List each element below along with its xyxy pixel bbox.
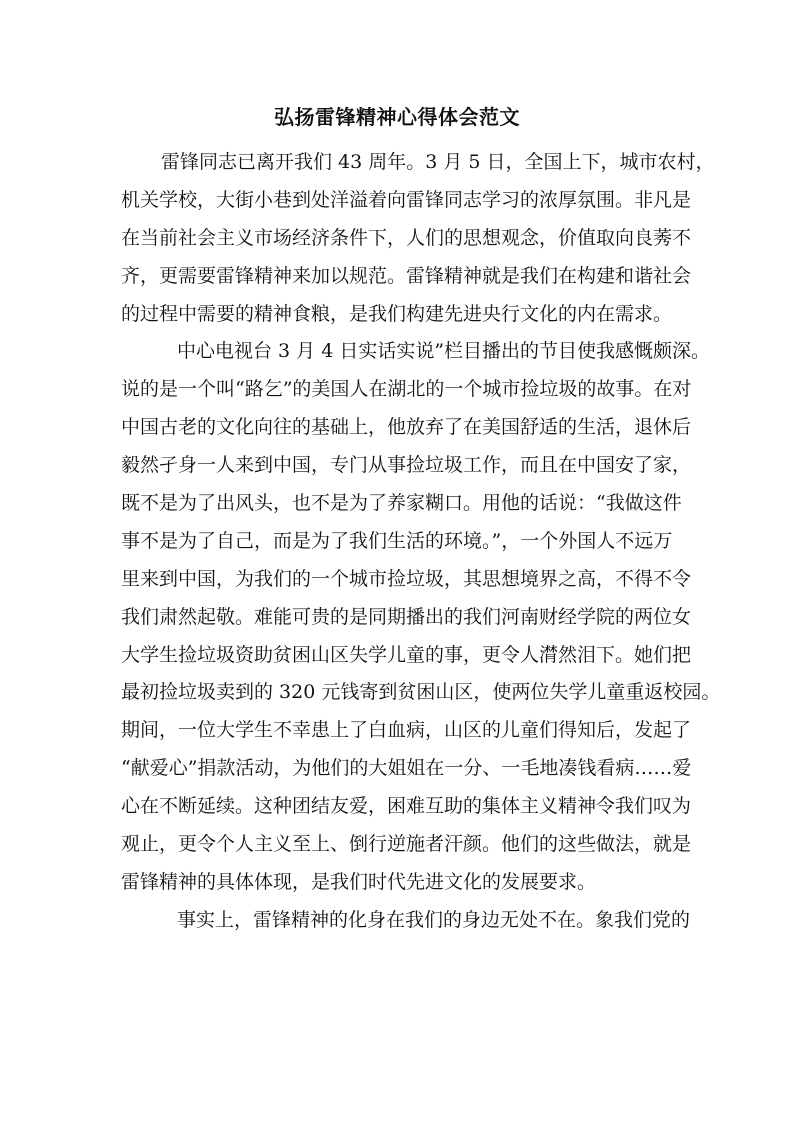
paragraph-2-line-14: 观止，更令个人主义至上、倒行逆施者汗颜。他们的这些做法，就是 [121,833,692,856]
paragraph-3-line-1: 事实上，雷锋精神的化身在我们的身边无处不在。象我们党的 [177,908,691,931]
paragraph-2-line-11: 期间，一位大学生不幸患上了白血病，山区的儿童们得知后，发起了 [121,719,692,742]
paragraph-2-line-6: 事不是为了自己，而是为了我们生活的环境。”，一个外国人不远万 [121,529,673,552]
paragraph-2-line-8: 我们肃然起敬。难能可贵的是同期播出的我们河南财经学院的两位女 [121,605,692,628]
paragraph-2-line-1: 中心电视台 3 月 4 日实话实说”栏目播出的节目使我感慨颇深。 [177,340,711,363]
paragraph-2-line-2: 说的是一个叫“路乞”的美国人在湖北的一个城市捡垃圾的故事。在对 [121,378,692,401]
paragraph-2-line-9: 大学生捡垃圾资助贫困山区失学儿童的事，更令人潸然泪下。她们把 [121,643,692,666]
paragraph-1-line-5: 的过程中需要的精神食粮，是我们构建先进央行文化的内在需求。 [121,302,673,325]
paragraph-2-line-4: 毅然孑身一人来到中国，专门从事捡垃圾工作，而且在中国安了家， [121,454,692,477]
document-title: 弘扬雷锋精神心得体会范文 [274,105,520,129]
paragraph-1-line-1: 雷锋同志已离开我们 43 周年。3 月 5 日，全国上下，城市农村， [161,151,715,173]
paragraph-2-line-15: 雷锋精神的具体体现，是我们时代先进文化的发展要求。 [121,870,597,893]
paragraph-1-line-3: 在当前社会主义市场经济条件下，人们的思想观念，价值取向良莠不 [121,226,692,249]
paragraph-1-line-4: 齐，更需要雷锋精神来加以规范。雷锋精神就是我们在构建和谐社会 [121,264,692,287]
document-body [121,144,721,940]
paragraph-2-line-7: 里来到中国，为我们的一个城市捡垃圾，其思想境界之高，不得不令 [121,567,692,590]
paragraph-2-line-13: 心在不断延续。这种团结友爱，困难互助的集体主义精神令我们叹为 [121,795,692,818]
paragraph-1-line-2: 机关学校，大街小巷到处洋溢着向雷锋同志学习的浓厚氛围。非凡是 [121,188,692,211]
paragraph-2-line-12: “献爱心”捐款活动，为他们的大姐姐在一分、一毛地凑钱看病……爱 [121,757,692,780]
paragraph-2-line-10: 最初捡垃圾卖到的 320 元钱寄到贫困山区，使两位失学儿童重返校园。 [121,681,721,704]
paragraph-2-line-5: 既不是为了出风头，也不是为了养家糊口。用他的话说：“我做这件 [121,492,682,515]
paragraph-2-line-3: 中国古老的文化向往的基础上，他放弃了在美国舒适的生活，退休后 [121,416,692,439]
